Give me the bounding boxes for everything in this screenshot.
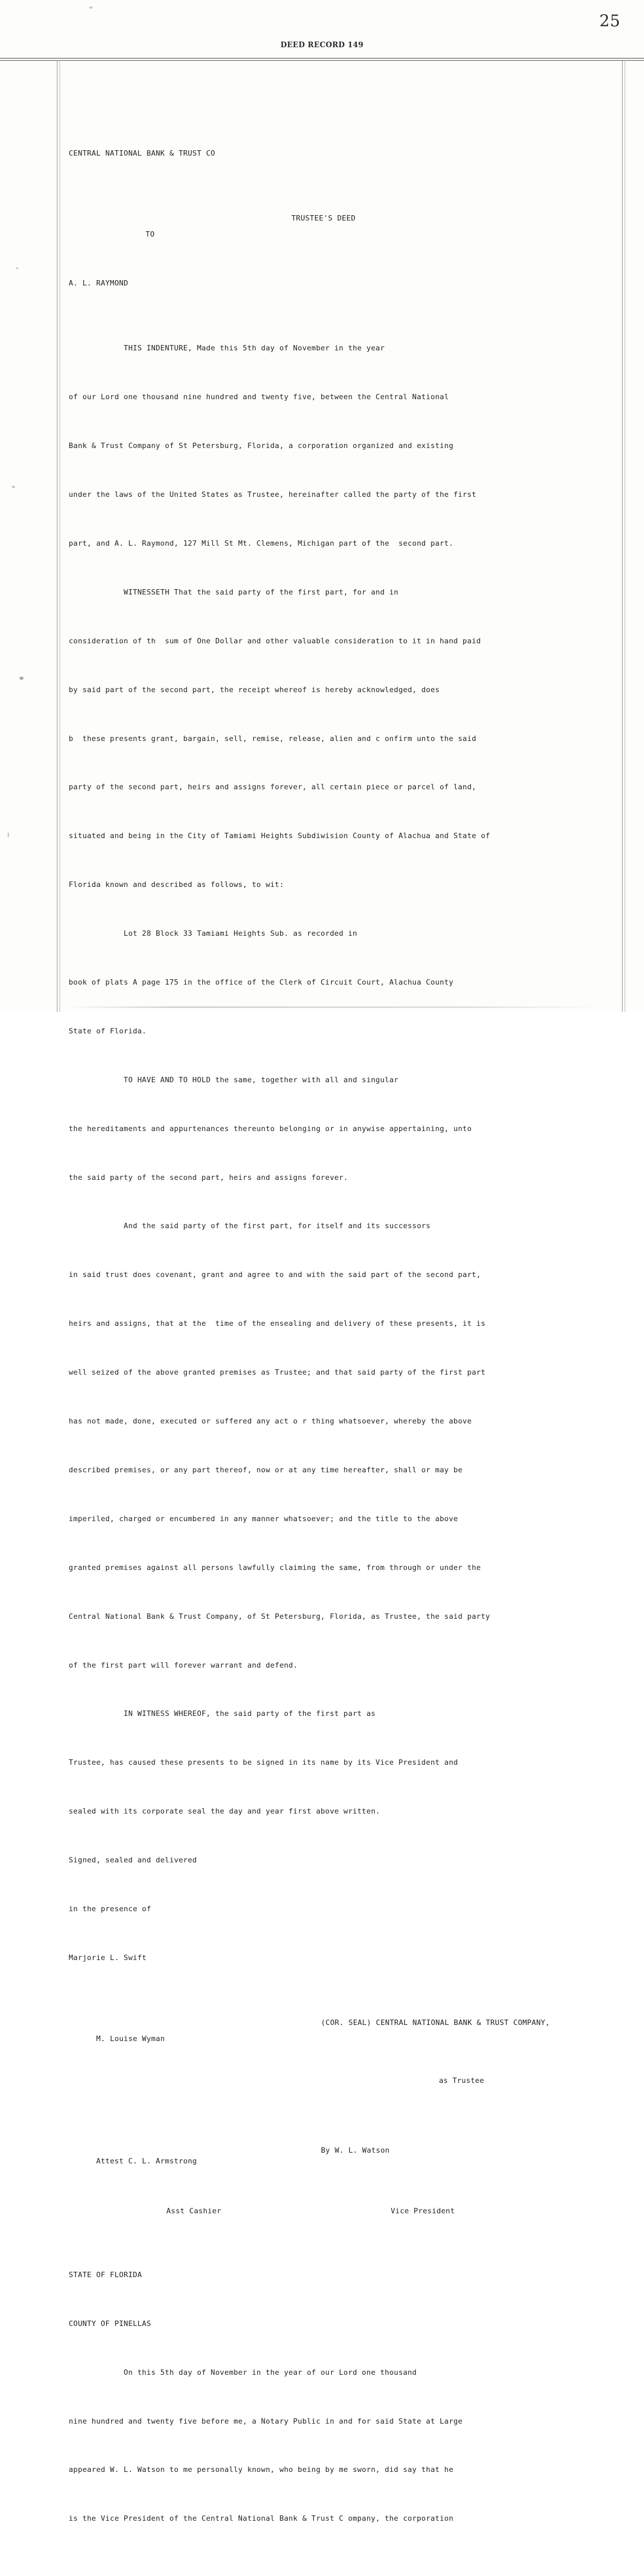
- acknowledgment-line: On this 5th day of November in the year of our Lord one thousand: [69, 2368, 417, 2377]
- body-line: TO HAVE AND TO HOLD the same, together with all and singular: [69, 1075, 399, 1084]
- body-line: IN WITNESS WHEREOF, the said party of the first part as: [69, 1709, 376, 1719]
- body-line: WITNESSETH That the said party of the first part, for and in: [69, 588, 399, 597]
- body-line: THIS INDENTURE, Made this 5th day of November in the year: [69, 344, 385, 353]
- body-line: Trustee, has caused these presents to be signed in its name by its Vice President and: [69, 1758, 458, 1767]
- body-line: in said trust does covenant, grant and agree to and with the said part of the second part,: [69, 1271, 481, 1280]
- asst-cashier-label: Asst Cashier: [166, 2207, 222, 2215]
- caption-to: TO: [145, 230, 155, 239]
- body-line: part, and A. L. Raymond, 127 Mill St Mt. Clemens, Michigan part of the second part.: [69, 539, 453, 548]
- body-line: sealed with its corporate seal the day and year first above written.: [69, 1807, 380, 1816]
- body-line: of our Lord one thousand nine hundred and twenty five, between the Central National: [69, 393, 449, 402]
- vice-president-label: Vice President: [391, 2207, 455, 2215]
- body-line: imperiled, charged or encumbered in any manner whatsoever; and the title to the above: [69, 1514, 458, 1523]
- deed-title: TRUSTEE'S DEED: [291, 214, 356, 223]
- signature-row-witness: [69, 2015, 611, 2044]
- body-line: Bank & Trust Company of St Petersburg, Florida, a corporation organized and existing: [69, 442, 453, 451]
- right-margin-rule-inner: [622, 60, 623, 1012]
- seal-and-company: (COR. SEAL) CENTRAL NATIONAL BANK & TRUST COMPANY,: [321, 2019, 550, 2028]
- body-line: by said part of the second part, the receipt whereof is hereby acknowledged, does: [69, 685, 440, 694]
- signature-row-as-trustee: [69, 2077, 611, 2088]
- body-line: Florida known and described as follows, to wit:: [69, 880, 284, 890]
- body-line: Central National Bank & Trust Company, of St Petersburg, Florida, as Trustee, the said party: [69, 1612, 491, 1621]
- body-line: of the first part will forever warrant and defend.: [69, 1661, 298, 1670]
- acknowledgment-line: is the Vice President of the Central National Bank & Trust C ompany, the corporation: [69, 2514, 453, 2523]
- deed-text-body: [69, 97, 611, 2576]
- body-line: the said party of the second part, heirs and assigns forever.: [69, 1173, 348, 1182]
- caption-party-first: CENTRAL NATIONAL BANK & TRUST CO: [69, 149, 216, 158]
- body-line: under the laws of the United States as Trustee, hereinafter called the party of the first: [69, 490, 477, 500]
- body-line: Signed, sealed and delivered: [69, 1856, 197, 1865]
- caption-to-row: [69, 210, 611, 239]
- body-line: in the presence of: [69, 1904, 151, 1913]
- as-trustee-label: as Trustee: [439, 2077, 485, 2086]
- acknowledgment-line: STATE OF FLORIDA: [69, 2270, 142, 2279]
- record-header-caption: DEED RECORD 149: [280, 41, 364, 49]
- acknowledgment-line: nine hundred and twenty five before me, a Notary Public in and for said State at Large: [69, 2417, 463, 2426]
- header-rule-bottom: [0, 60, 644, 61]
- attest-line: Attest C. L. Armstrong: [96, 2157, 197, 2166]
- scan-speck: [16, 267, 18, 269]
- witness-name-2: M. Louise Wyman: [96, 2035, 165, 2044]
- body-line: And the said party of the first part, for itself and its successors: [69, 1222, 431, 1231]
- page-number: 25: [599, 12, 620, 31]
- caption-party-second: A. L. RAYMOND: [69, 279, 128, 288]
- signature-row-attest: [69, 2137, 611, 2166]
- body-line: described premises, or any part thereof, now or at any time hereafter, shall or may be: [69, 1465, 463, 1474]
- body-line: b these presents grant, bargain, sell, remise, release, alien and c onfirm unto the said: [69, 734, 477, 743]
- acknowledgment-line: COUNTY OF PINELLAS: [69, 2319, 151, 2328]
- body-line: Lot 28 Block 33 Tamiami Heights Sub. as recorded in: [69, 929, 357, 938]
- body-line: well seized of the above granted premises as Trustee; and that said party of the first part: [69, 1368, 486, 1377]
- body-line: Marjorie L. Swift: [69, 1953, 147, 1962]
- body-line: book of plats A page 175 in the office of the Clerk of Circuit Court, Alachua County: [69, 978, 453, 987]
- body-line: State of Florida.: [69, 1026, 147, 1036]
- scan-speck: [12, 486, 15, 488]
- body-line: the hereditaments and appurtenances thereunto belonging or in anywise appertaining, unto: [69, 1124, 472, 1133]
- scan-speck: [19, 677, 24, 680]
- body-line: granted premises against all persons lawfully claiming the same, from through or under the: [69, 1563, 481, 1572]
- body-line: has not made, done, executed or suffered any act o r thing whatsoever, whereby the above: [69, 1417, 472, 1426]
- body-line: situated and being in the City of Tamiami Heights Subdiwision County of Alachua and State of: [69, 832, 491, 841]
- scan-speck: [89, 6, 93, 9]
- signature-row-titles: [69, 2200, 611, 2218]
- body-line: consideration of th sum of One Dollar and other valuable consideration to it in hand paid: [69, 636, 481, 645]
- page-bottom-edge: [64, 1007, 601, 1008]
- body-line: party of the second part, heirs and assigns forever, all certain piece or parcel of land,: [69, 783, 477, 792]
- body-line: heirs and assigns, that at the time of the ensealing and delivery of these presents, it is: [69, 1319, 486, 1329]
- acknowledgment-line: appeared W. L. Watson to me personally known, who being by me sworn, did say that he: [69, 2465, 453, 2475]
- by-line: By W. L. Watson: [321, 2146, 390, 2155]
- scan-speck: [8, 832, 9, 838]
